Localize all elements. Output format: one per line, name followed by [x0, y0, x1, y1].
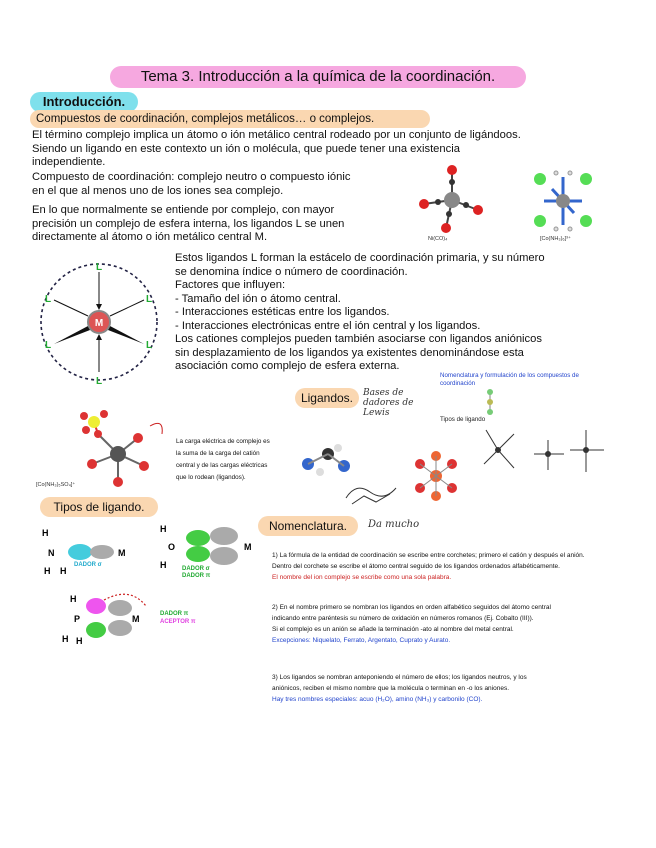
ligand-label: L: [145, 294, 153, 305]
svg-text:O: O: [168, 542, 176, 552]
ligand-label: L: [44, 340, 52, 351]
text-line: Hay tres nombres especiales: acuo (H₂O), amino (NH₃) y carbonilo (CO).: [272, 696, 483, 703]
text-line: sin desplazamiento de los ligandos ya existentes denominándose esta: [175, 346, 524, 359]
nomenclatura-handnote: Da mucho: [368, 519, 420, 530]
text-line: - Interacciones estéticas entre los ligandos.: [175, 306, 390, 318]
text-line: - Tamaño del ión o átomo central.: [175, 292, 341, 305]
dador-aceptor-ph3-diagram: [60, 588, 160, 648]
text-line: Excepciones: Niquelato, Ferrato, Argentato, Cuprato y Aurato.: [272, 637, 451, 644]
svg-text:N: N: [48, 548, 55, 558]
nomenclatura-block-1: [272, 550, 612, 583]
text-line: la suma de la carga del catión: [176, 450, 260, 457]
ligand-label: L: [95, 376, 103, 387]
text-line: - Interacciones electrónicas entre el ión central y los ligandos.: [175, 319, 481, 332]
text-line: independiente.: [32, 156, 106, 168]
ni-co-molecule-icon: [412, 160, 492, 240]
text-line: 1) La fórmula de la entidad de coordinación se escribe entre corchetes; primero el catión y después el anión.: [272, 552, 585, 559]
ethylenediamine-molecule-icon: [298, 440, 356, 480]
co-nh3-so4-label: [Co(NH₃)₅SO₄]⁺: [36, 482, 76, 488]
cluster-molecule-icon: [408, 448, 464, 504]
text-line: 2) En el nombre primero se nombran los ligandos en orden alfabético seguidos del átomo central: [272, 604, 551, 611]
ligandos-heading: Ligandos.: [295, 388, 359, 408]
text-line: aniónicos, reciben el mismo nombre que la molécula o terminan en -o los aniones.: [272, 685, 510, 692]
text-line: La carga eléctrica de complejo es: [176, 438, 270, 445]
dador-sigma-label: DADOR σ: [74, 562, 102, 568]
text-line: asociación como complejo de esfera externa.: [175, 360, 400, 372]
dador-pi-label: DADOR π: [182, 573, 211, 579]
nomenclatura-heading: Nomenclatura.: [258, 516, 358, 536]
svg-text:H: H: [70, 594, 77, 604]
text-line: Si el complejo es un anión se añade la terminación -ato al nombre del metal central.: [272, 626, 514, 633]
text-line: que lo rodean (ligandos).: [176, 474, 246, 481]
ni-co-label: Ni(CO)₄: [428, 236, 448, 242]
ligand-label: L: [95, 262, 103, 273]
charge-note: [176, 436, 286, 484]
text-line: se denomina índice o número de coordinación.: [175, 265, 408, 278]
reference-2: Tipos de ligando: [440, 416, 486, 423]
intro-paragraph-4: [175, 252, 615, 374]
ligandos-handnote: Bases de dadores de Lewis: [363, 388, 414, 418]
dador-sigma-nh3-diagram: [40, 528, 150, 578]
intro-paragraph-1: [32, 129, 632, 170]
intro-subheading: Compuestos de coordinación, complejos metálicos… o complejos.: [30, 110, 430, 128]
svg-text:P: P: [74, 614, 81, 624]
text-line: indicando entre paréntesis su número de oxidación en números romanos (Ej. Cobalto (III)).: [272, 615, 534, 622]
aceptor-pi-label: ACEPTOR π: [160, 619, 196, 625]
text-line: Siendo un ligando en este contexto un ión o molécula, que puede tener una existencia: [32, 142, 460, 155]
dador-sigma-pi-labels: [182, 566, 210, 580]
dador-sigma-label: DADOR σ: [182, 566, 210, 572]
page-title: Tema 3. Introducción a la química de la coordinación.: [110, 66, 526, 88]
ligand-label: L: [145, 340, 153, 351]
text-line: Factores que influyen:: [175, 279, 286, 291]
coordination-diagram: [36, 252, 162, 390]
text-line: Estos ligandos L forman la estácelo de coordinación primaria, y su número: [175, 252, 545, 264]
svg-text:H: H: [44, 566, 51, 576]
dador-aceptor-labels: [160, 610, 196, 626]
nomenclatura-block-2: [272, 602, 612, 646]
svg-text:M: M: [244, 542, 252, 552]
text-line: Dentro del corchete se escribe el átomo central seguido de los ligandos ordenados alfabéticamente.: [272, 563, 560, 570]
co-nh3-molecule-icon: [528, 165, 598, 237]
text-line: directamente al átomo o ión metálico central M.: [32, 231, 268, 243]
svg-text:H: H: [160, 560, 167, 570]
svg-text:H: H: [160, 524, 167, 534]
svg-text:H: H: [42, 528, 49, 538]
intro-paragraph-3: [32, 204, 412, 245]
text-line: Compuesto de coordinación: complejo neutro o compuesto iónic: [32, 171, 351, 183]
reference-1: Nomenclatura y formulación de los compuestos de coordinación: [440, 372, 579, 387]
text-line: precisión un complejo de esfera interna, los ligandos L se unen: [32, 217, 345, 230]
svg-text:H: H: [60, 566, 67, 576]
text-line: El término complejo implica un átomo o ión metálico central rodeado por un conjunto de ligándoos.: [32, 129, 521, 141]
text-line: central y de las cargas eléctricas: [176, 462, 268, 469]
text-line: Los cationes complejos pueden también asociarse con ligandos aniónicos: [175, 333, 542, 345]
co-nh3-label: [Co(NH₃)₆]³⁺: [540, 236, 571, 242]
geometry-molecules-icon: [478, 420, 608, 480]
svg-text:M: M: [132, 614, 140, 624]
ligand-label: L: [44, 294, 52, 305]
text-line: El nombre del ion complejo se escribe como una sola palabra.: [272, 574, 452, 581]
small-molecule-icon: [450, 386, 510, 416]
dador-pi-label: DADOR π: [160, 611, 189, 617]
tipos-heading: Tipos de ligando.: [40, 497, 158, 517]
intro-heading: Introducción.: [30, 92, 138, 112]
handdrawn-structure-icon: [342, 478, 402, 508]
svg-text:H: H: [76, 636, 83, 646]
nomenclatura-block-3: [272, 672, 612, 705]
metal-label: M: [94, 318, 104, 329]
co-nh3-so4-molecule-icon: [38, 404, 168, 492]
intro-paragraph-2: [32, 171, 412, 198]
text-line: en el que al menos uno de los iones sea complejo.: [32, 184, 284, 197]
svg-text:M: M: [118, 548, 126, 558]
text-line: 3) Los ligandos se nombran anteponiendo el número de ellos; los ligandos neutros, y los: [272, 674, 527, 681]
text-line: En lo que normalmente se entiende por complejo, con mayor: [32, 204, 335, 216]
svg-text:H: H: [62, 634, 69, 644]
